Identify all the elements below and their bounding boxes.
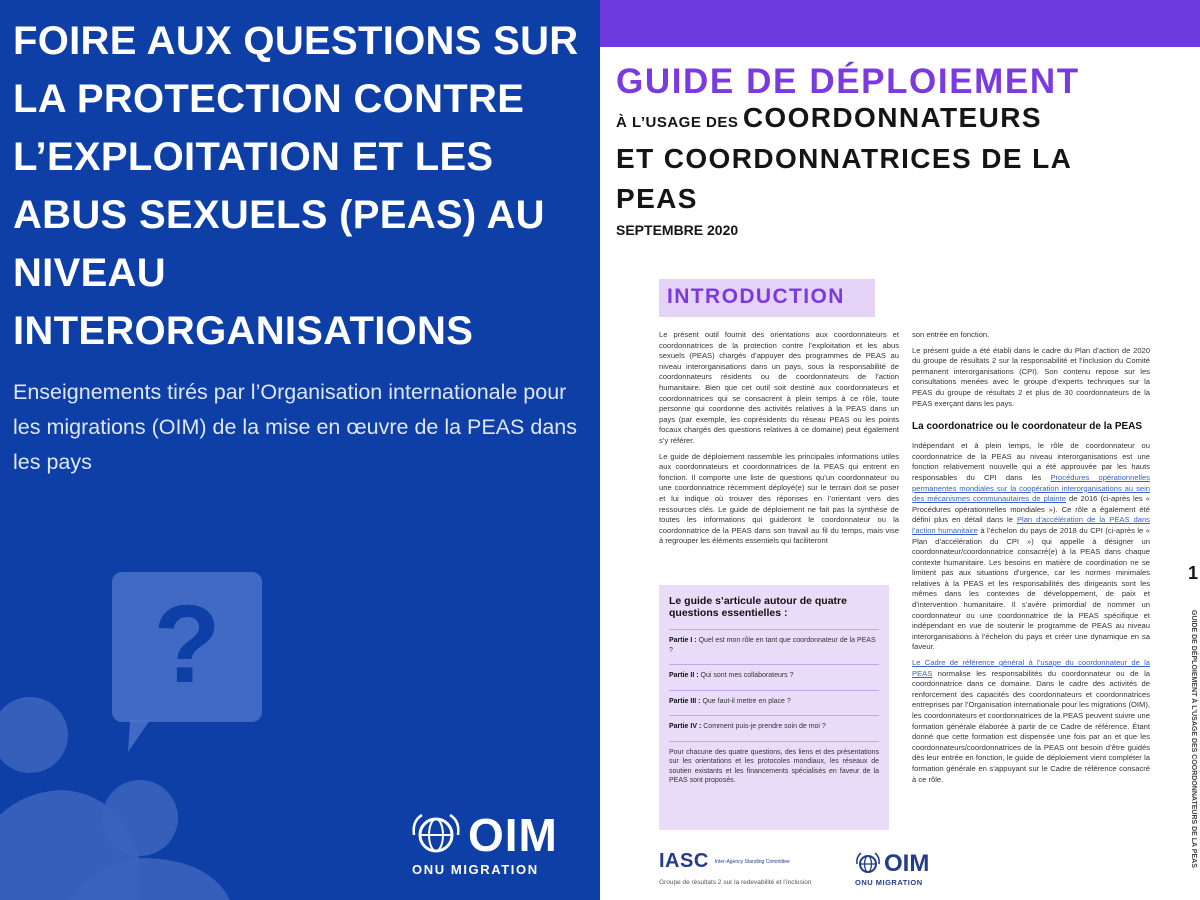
cover-title: FOIRE AUX QUESTIONS SUR LA PROTECTION CONTRE L’EXPLOITATION ET LES ABUS SEXUELS (PEAS) AU NIVEAU INTERORGANISATIONS <box>13 19 579 353</box>
guide-subtitle-line-1 <box>616 102 1042 134</box>
page-number: 1 <box>1188 563 1199 583</box>
guide-subtitle-big: COORDONNATEURS <box>742 102 1042 133</box>
iasc-logo-word: IASC <box>659 850 709 872</box>
key-questions-note: Pour chacune des quatre questions, des liens et des présentations sur les orientations et les protocoles mondiaux, les réseaux de soutien existants et les financements spécialisés en faveur de la PEAS sont proposés. <box>669 741 879 786</box>
part-item <box>669 629 879 664</box>
paragraph: son entrée en fonction. <box>912 330 990 339</box>
oim-logo-word: OIM <box>468 809 558 861</box>
text-column-right <box>912 330 1150 790</box>
vertical-running-title <box>1190 610 1200 890</box>
part-item <box>669 690 879 716</box>
guide-subtitle-line-2: ET COORDONNATRICES DE LA <box>616 143 1073 174</box>
part-label: Partie IV : <box>669 723 702 730</box>
part-label: Partie III : <box>669 697 701 705</box>
introduction-heading: INTRODUCTION <box>659 279 875 317</box>
guide-title: GUIDE DE DÉPLOIEMENT <box>616 62 1080 101</box>
paragraph: Le présent guide a été établi dans le cadre du Plan d’action de 2020 du groupe de résultats 2 sur la responsabilité et l’inclusion du Comité permanent interorganisations (CPI). Son contenu repose sur les consultations menées avec le groupe d’experts techniques sur la PEAS du groupe de résultats 2 et plus de 30 coordonnateurs de la PEAS exerçant dans les pays. <box>912 345 1150 408</box>
header-bar <box>600 0 1200 47</box>
part-text: Qui sont mes collaborateurs ? <box>700 672 794 679</box>
deployment-guide-page <box>600 0 1200 900</box>
cover-subtitle: Enseignements tirés par l’Organisation internationale pour les migrations (OIM) de la mise en œuvre de la PEAS dans les pays <box>13 380 577 474</box>
key-questions-box <box>659 585 889 830</box>
oim-footer-word: OIM <box>884 850 930 877</box>
text-column-left <box>659 330 899 552</box>
iasc-logo-tag: Inter-Agency Standing Committee <box>714 858 790 865</box>
paragraph: Le guide de déploiement rassemble les principales informations utiles aux coordonnateurs et coordonnatrices de la PEAS qui entrent en fonction. Il comporte une liste de questions qu’un coordonnateur ou une coordonnatrice récemment déployé(e) sur le terrain doit se poser et lui indique où trouver des réponses en l’orientant vers des ressources clés. Le guide de déploiement ne fait pas la synthèse de toutes les informations qui guideront le coordonnateur ou la coordonnatrice de la PEAS dans son travail au fil du temps, mais vise à regrouper les éléments essentiels qui faciliteront <box>659 451 899 546</box>
part-text: Que faut-il mettre en place ? <box>702 697 791 705</box>
iom-globe-icon <box>855 852 881 876</box>
part-text: Quel est mon rôle en tant que coordonnateur de la PEAS ? <box>669 637 876 654</box>
paragraph-text: de 2016 (ci-après les « Procédures opérationnelles mondiales »). Ce rôle a également été défini plus en détail dans le <box>912 494 1150 525</box>
oim-logo <box>410 809 558 877</box>
key-questions-heading: Le guide s’articule autour de quatre questions essentielles : <box>669 595 847 619</box>
oim-logo-footer <box>855 852 929 887</box>
part-label: Partie II : <box>669 672 699 679</box>
paragraph: Le présent outil fournit des orientations aux coordonnateurs et coordonnatrices de la protection contre l’exploitation et les abus sexuels (PEAS) chargés d’appuyer des programmes de PEAS au niveau interorganisations dans un pays, sous la responsabilité de coordonnateurs résidents ou de coordonnateurs de l’action humanitaire. Bien que cet outil soit destiné aux coordonnateurs et coordonnatrices qui se consacrent à plein temps à ce rôle, toute personne qui coordonne des activités relatives à la PEAS dans un pays (par exemple, les coprésidents du réseau PEAS ou les points focaux chargés des questions relatives à ce domaine) peut également s’y référer. <box>659 330 899 445</box>
svg-text:?: ? <box>153 583 221 706</box>
iom-globe-icon <box>410 813 462 857</box>
part-text: Comment puis-je prendre soin de moi ? <box>703 723 826 730</box>
procedures-link[interactable]: Procédures opérationnelles permanentes mondiales sur la coopération interorganisations au sein des mécanismes communautaires de plainte <box>912 472 1150 504</box>
results-group-text: Groupe de résultats 2 sur la redevabilité et l’inclusion <box>659 879 812 886</box>
paragraph-text: normalise les responsabilités du coordonnateur ou de la coordonnatrice dans ce domaine. Dans le cadre des activités de renforcement des capacités des coordonnateurs et coordonnatrices entreprises par l’Organisation internationale pour les migrations (OIM), les coordonnateurs et coordonnatrices de la PEAS peuvent suivre une formation générale élaborée à partir de ce Cadre de référence. Étant donné que cette formation est dispensée une fois par an et que les coordonnateurs/coordonnatrices de la PEAS ont besoin d’être guidés dès leur entrée en fonction, le guide de déploiement vient compléter la formation générale en s’appuyant sur le Cadre de référence consacré à ce rôle. <box>912 668 1150 784</box>
running-title-text: GUIDE DE DÉPLOIEMENT À L’USAGE DES COORDONNATEURS DE LA PEAS <box>1190 610 1197 868</box>
paragraph-text: Indépendant et à plein temps, le rôle de coordonnateur ou coordonnatrice de la PEAS au niveau interorganisations est une fonction relativement nouvelle qui a été approuvée par les hauts responsables du CPI dans les <box>912 441 1150 482</box>
paragraph <box>912 658 1150 785</box>
oim-logo-subtext: ONU MIGRATION <box>412 862 539 877</box>
oim-footer-subtext: ONU MIGRATION <box>855 878 923 887</box>
guide-subtitle-line-3: PEAS <box>616 183 698 214</box>
part-item <box>669 664 879 690</box>
publication-date: SEPTEMBRE 2020 <box>616 222 739 238</box>
section-heading: La coordonatrice ou le coordonateur de la PEAS <box>912 421 1143 433</box>
paragraph <box>912 441 1150 653</box>
acceleration-plan-link[interactable]: Plan d’accélération de la PEAS dans l’action humanitaire <box>912 515 1150 535</box>
part-item <box>669 715 879 741</box>
guide-subtitle-small: À L’USAGE DES <box>616 114 739 131</box>
part-label: Partie I : <box>669 637 697 644</box>
reference-framework-link[interactable]: Le Cadre de référence général à l’usage du coordonnateur de la PEAS <box>912 658 1150 678</box>
paragraph-text: à l’échelon du pays de 2018 du CPI (ci-après le « Plan d’accélération du CPI ») qui appelle à désigner un coordonnateur/coordonnatrice consacré(e) à la PEAS dans chaque contexte humanitaire. Les besoins en matière de coordination ne se limitent pas aux situations d’urgence, car les normes minimales relatives à la PEAS et les responsabilités des dirigeants sont les mêmes dans les contextes de développement, de paix et d’intervention humanitaire. Il s’avère primordial de nommer un coordonnateur ou une coordonnatrice de la PEAS spécifique et indépendant en vue de soutenir le programme de PEAS au niveau interorganisations à l’échelon du pays et créer une dynamique en sa faveur. <box>912 525 1150 652</box>
